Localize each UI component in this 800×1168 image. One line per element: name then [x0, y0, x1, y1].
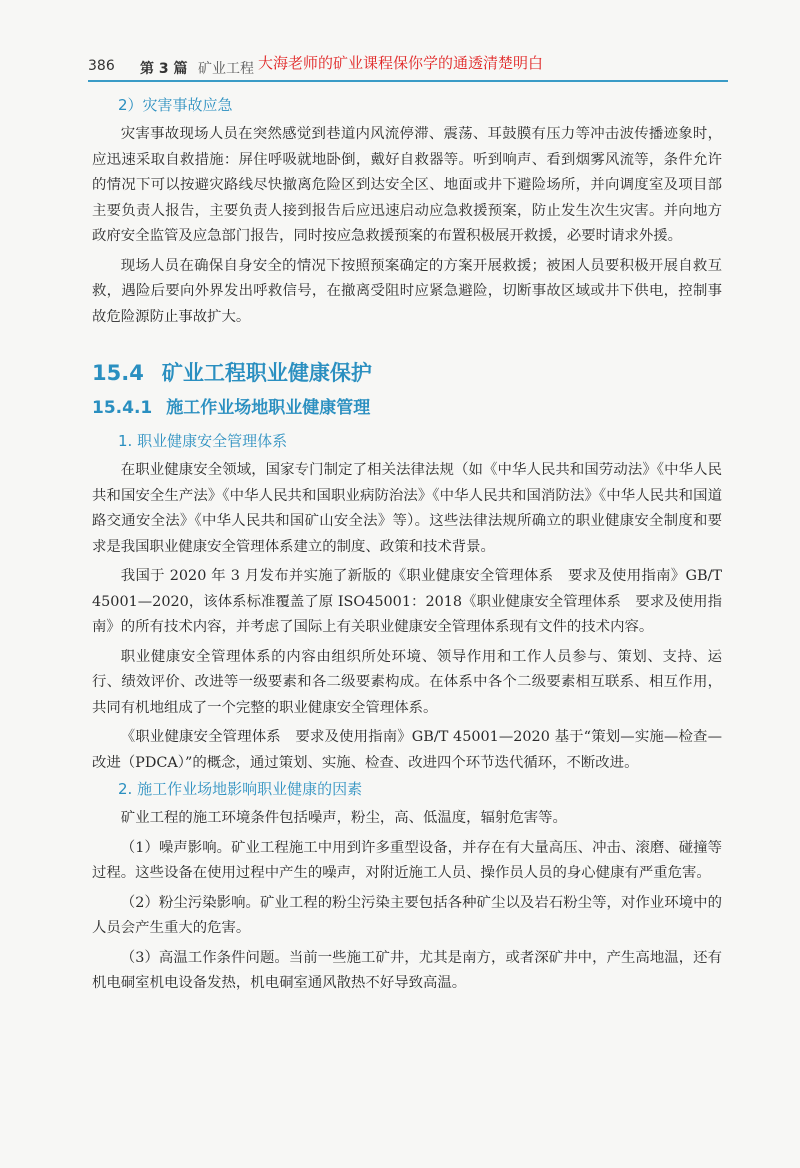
- paragraph: （1）噪声影响。矿业工程施工中用到许多重型设备，并存在有大量高压、冲击、滚磨、碰撞等过程。这些设备在使用过程中产生的噪声，对附近施工人员、操作员人员的身心健康有严重危害。: [92, 839, 722, 881]
- subsection-number: 15.4.1: [92, 398, 153, 418]
- paragraph: 矿业工程的施工环境条件包括噪声，粉尘，高、低温度，辐射危害等。: [120, 810, 567, 826]
- part-label: 第 3 篇: [140, 61, 188, 77]
- page-number: 386: [88, 58, 115, 74]
- paragraph: 职业健康安全管理体系的内容由组织所处环境、领导作用和工作人员参与、策划、支持、运行、绩效评价、改进等一级要素和各二级要素构成。在体系中各个二级要素相互联系、相互作用，共同有机地组成了一个完整的职业健康安全管理体系。: [92, 648, 722, 716]
- paragraph: （2）粉尘污染影响。矿业工程的粉尘污染主要包括各种矿尘以及岩石粉尘等，对作业环境中的人员会产生重大的危害。: [92, 894, 722, 936]
- section-title: 矿业工程职业健康保护: [161, 361, 372, 385]
- paragraph: 现场人员在确保自身安全的情况下按照预案确定的方案开展救援；被困人员要积极开展自救互救，遇险后要向外界发出呼救信号，在撤离受阻时应紧急避险，切断事故区域或井下供电，控制事故危险源防止事故扩大。: [92, 257, 722, 325]
- running-header: [88, 52, 728, 82]
- page-content: [92, 92, 722, 997]
- paragraph: 灾害事故现场人员在突然感觉到巷道内风流停滞、震荡、耳鼓膜有压力等冲击波传播迹象时，应迅速采取自救措施：屏住呼吸就地卧倒，戴好自救器等。听到响声、看到烟雾风流等，条件允许的情况下可以按避灾路线尽快撤离危险区到达安全区、地面或井下避险场所，并向调度室及项目部主要负责人报告，主要负责人接到报告后应迅速启动应急救援预案，防止发生次生灾害。并向地方政府安全监管及应急部门报告，同时按应急救援预案的布置积极展开救援，必要时请求外援。: [92, 126, 722, 244]
- section-heading-15-4-1: [92, 394, 722, 422]
- subheading-disaster-emergency: 2）灾害事故应急: [118, 96, 233, 114]
- paragraph: 《职业健康安全管理体系 要求及使用指南》GB/T 45001—2020 基于“策划—实施—检查—改进（PDCA）”的概念，通过策划、实施、检查、改进四个环节迭代循环，不断改进。: [92, 729, 722, 771]
- paragraph: （3）高温工作条件问题。当前一些施工矿井，尤其是南方，或者深矿井中，产生高地温，还有机电硐室机电设备发热，机电硐室通风散热不好导致高温。: [92, 949, 722, 991]
- section-heading-15-4: [92, 358, 722, 388]
- paragraph: 我国于 2020 年 3 月发布并实施了新版的《职业健康安全管理体系 要求及使用指南》GB/T 45001—2020，该体系标准覆盖了原 ISO45001：2018《职业健康安全管理体系 要求及使用指南》的所有技术内容，并考虑了国际上有关职业健康安全管理体系现有文件的技术内容。: [92, 568, 722, 635]
- red-watermark-text: 大海老师的矿业课程保你学的通透清楚明白: [258, 54, 544, 72]
- chapter-label: 矿业工程: [198, 61, 254, 77]
- item-heading-1: 1. 职业健康安全管理体系: [118, 432, 288, 450]
- item-heading-2: 2. 施工作业场地影响职业健康的因素: [118, 780, 363, 798]
- subsection-title: 施工作业场地职业健康管理: [166, 398, 371, 418]
- paragraph: 在职业健康安全领域，国家专门制定了相关法律法规（如《中华人民共和国劳动法》《中华人民共和国安全生产法》《中华人民共和国职业病防治法》《中华人民共和国消防法》《中华人民共和国道路交通安全法》《中华人民共和国矿山安全法》等）。这些法律法规所确立的职业健康安全制度和要求是我国职业健康安全管理体系建立的制度、政策和技术背景。: [92, 462, 722, 555]
- section-number: 15.4: [92, 361, 144, 385]
